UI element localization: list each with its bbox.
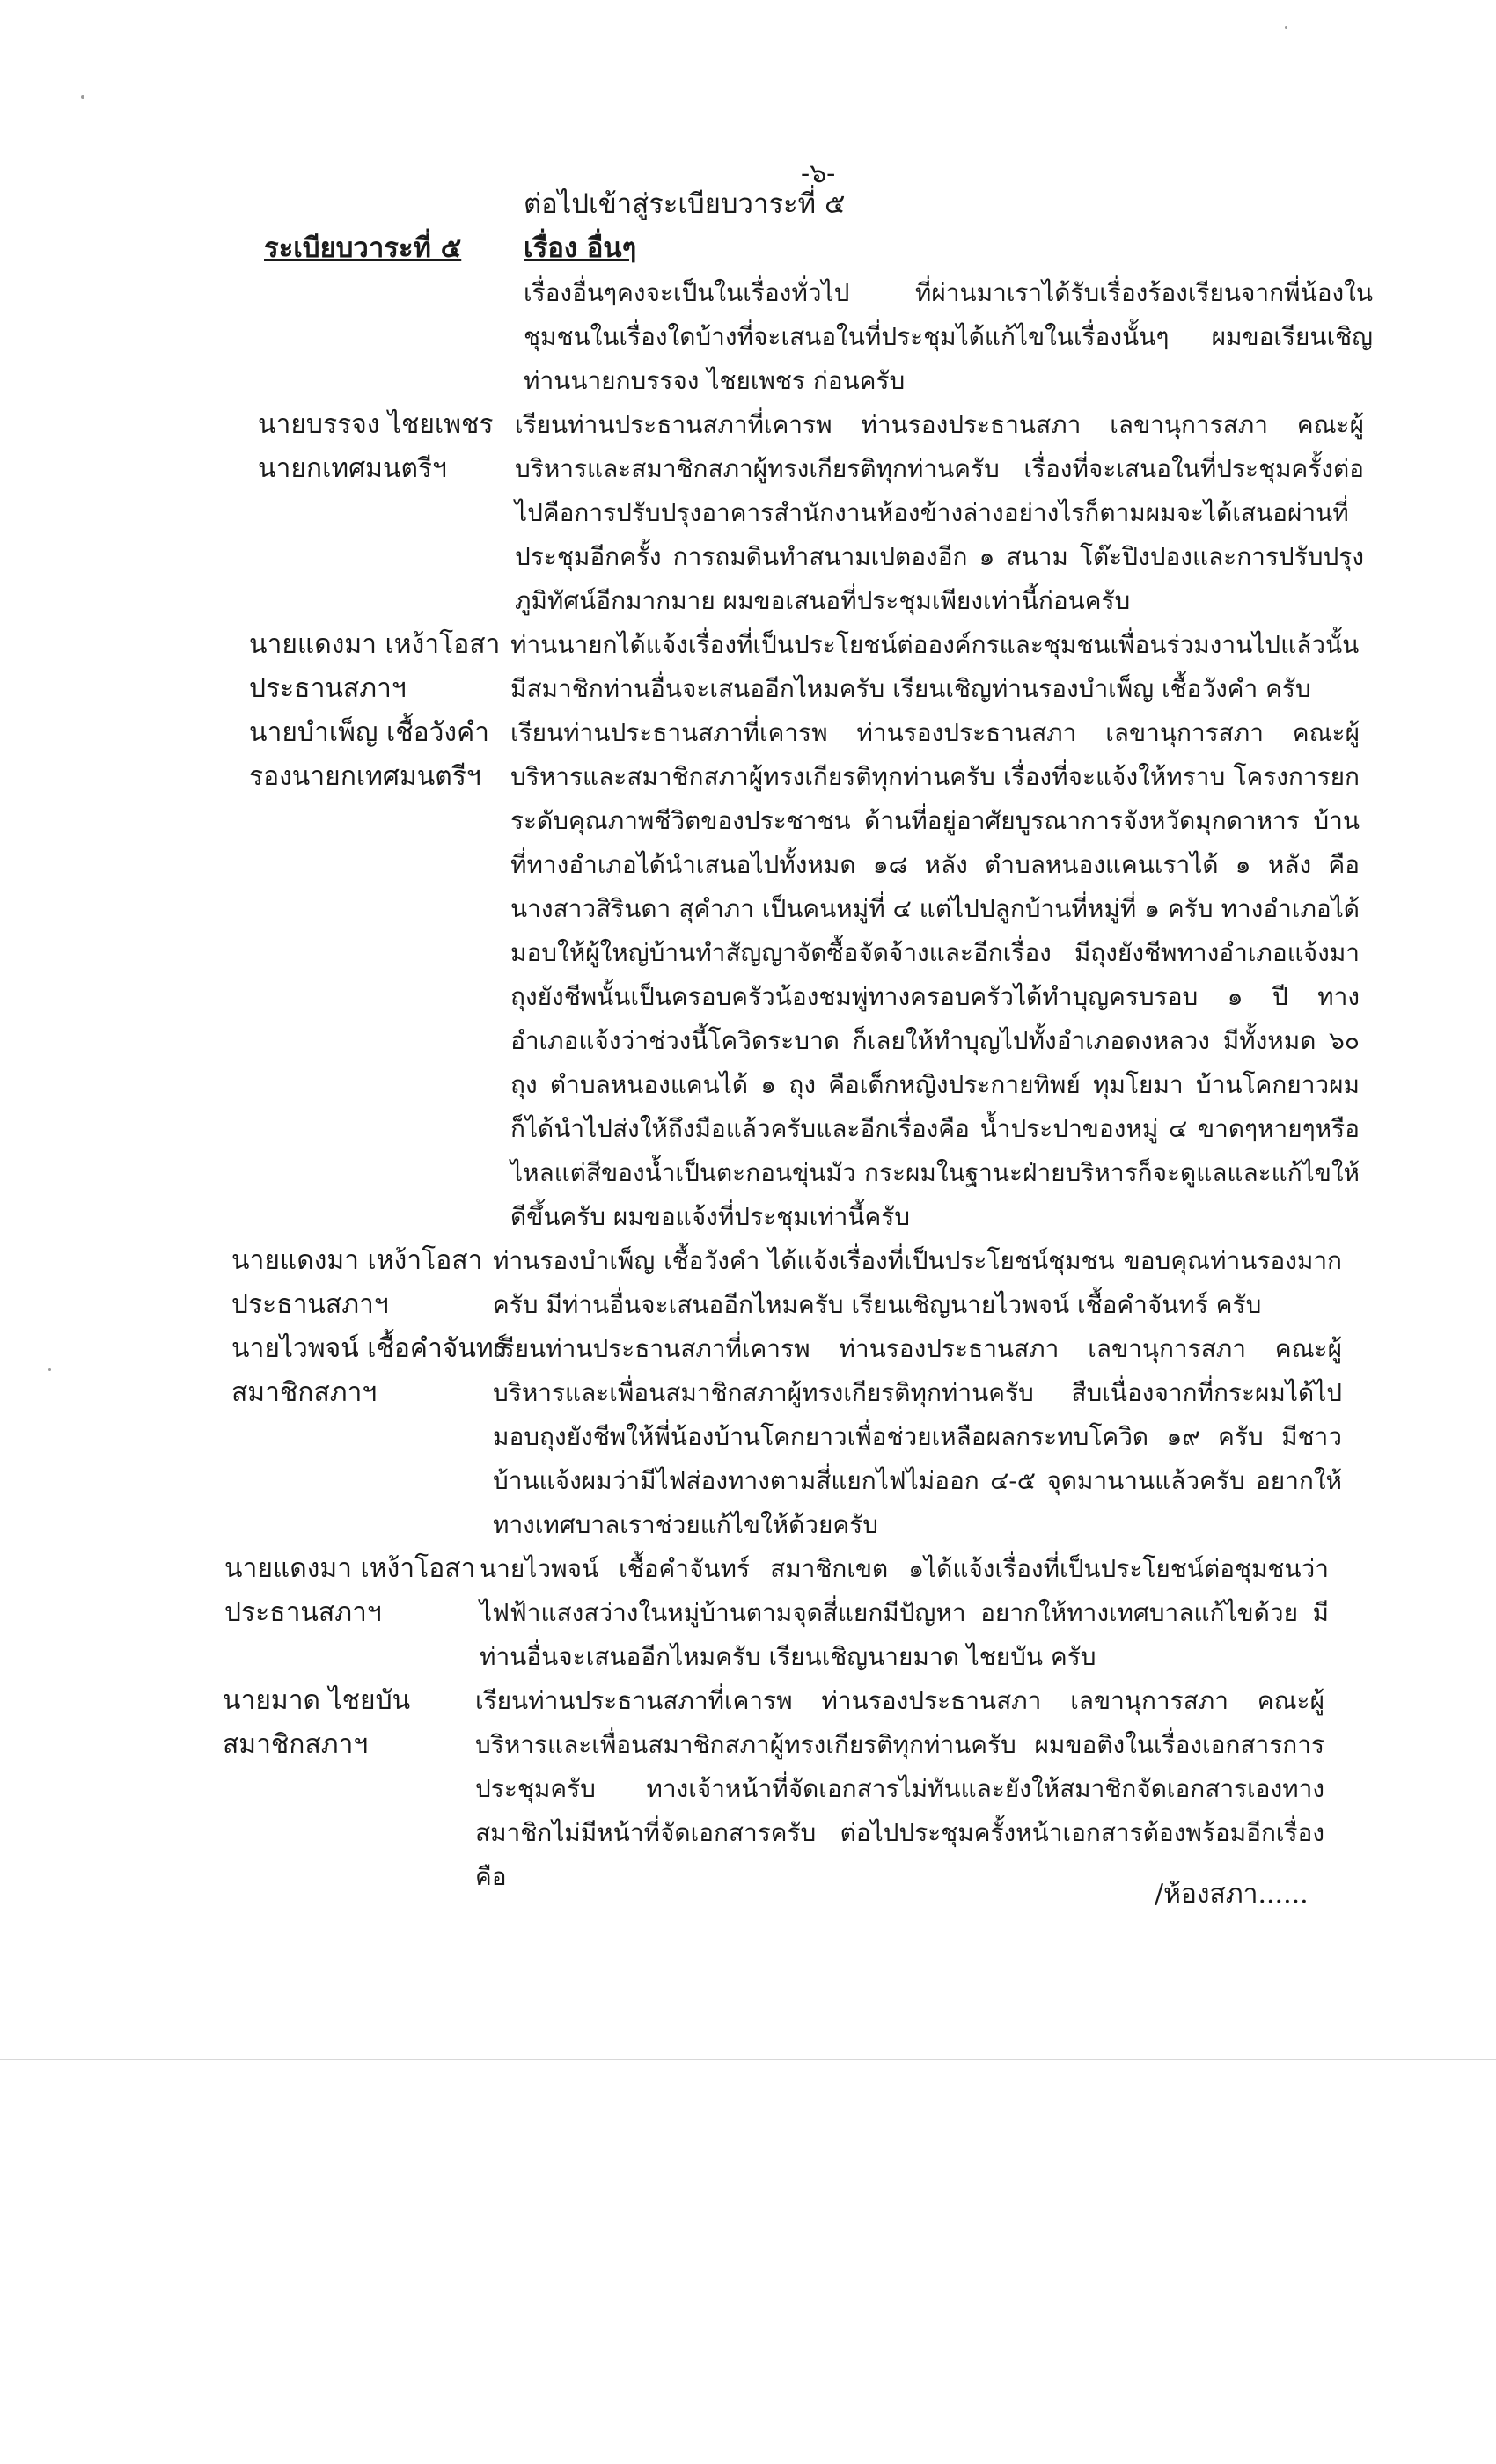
speaker-role: สมาชิกสภาฯ <box>231 1377 378 1408</box>
agenda-label: ระเบียบวาระที่ ๕ <box>264 232 462 264</box>
scan-speck <box>48 1368 51 1371</box>
speech-paragraph: ท่านรองบำเพ็ญ เชื้อวังคำ ได้แจ้งเรื่องที่เป็นประโยชน์ชุมชน ขอบคุณท่านรองมากครับ มีท่านอื่นจะเสนออีกไหมครับ เรียนเชิญนายไวพจน์ เชื้อคำจันทร์ ครับ <box>493 1246 1342 1319</box>
speaker-role: ประธานสภาฯ <box>231 1289 389 1320</box>
speech-paragraph: เรียนท่านประธานสภาที่เคารพ ท่านรองประธานสภา เลขานุการสภา คณะผู้บริหารและเพื่อนสมาชิกสภาผู้ทรงเกียรติทุกท่านครับ ผมขอติงในเรื่องเอกสารการประชุมครับ ทางเจ้าหน้าที่จัดเอกสารไม่ทันและยังให้สมาชิกจัดเอกสารเองทางสมาชิกไม่มีหน้าที่จัดเอกสารครับ ต่อไปประชุมครั้งหน้าเอกสารต้องพร้อมอีกเรื่องคือ <box>475 1686 1324 1891</box>
speaker-name: นายบำเพ็ญ เชื้อวังคำ <box>249 717 489 748</box>
intro-line: ต่อไปเข้าสู่ระเบียบวาระที่ ๕ <box>524 188 846 220</box>
opening-paragraph: เรื่องอื่นๆคงจะเป็นในเรื่องทั่วไป ที่ผ่านมาเราได้รับเรื่องร้องเรียนจากพี่น้องในชุมชนในเรื่องใดบ้างที่จะเสนอในที่ประชุมได้แก้ไขในเรื่องนั้นๆ ผมขอเรียนเชิญท่านนายกบรรจง ไชยเพชร ก่อนครับ <box>524 278 1373 395</box>
speaker-role: รองนายกเทศมนตรีฯ <box>249 761 481 792</box>
speech-paragraph: เรียนท่านประธานสภาที่เคารพ ท่านรองประธานสภา เลขานุการสภา คณะผู้บริหารและสมาชิกสภาผู้ทรงเกียรติทุกท่านครับ เรื่องที่จะเสนอในที่ประชุมครั้งต่อไปคือการปรับปรุงอาคารสำนักงานห้องข้างล่างอย่างไรก็ตามผมจะได้เสนอผ่านที่ประชุมอีกครั้ง การถมดินทำสนามเปตองอีก ๑ สนาม โต๊ะปิงปองและการปรับปรุงภูมิทัศน์อีกมากมาย ผมขอเสนอที่ประชุมเพียงเท่านี้ก่อนครับ <box>515 410 1364 615</box>
agenda-title: เรื่อง อื่นๆ <box>524 232 637 264</box>
speaker-role: สมาชิกสภาฯ <box>223 1729 369 1760</box>
speaker-role: ประธานสภาฯ <box>224 1597 382 1628</box>
speech-paragraph: ท่านนายกได้แจ้งเรื่องที่เป็นประโยชน์ต่อองค์กรและชุมชนเพื่อนร่วมงานไปแล้วนั้นมีสมาชิกท่านอื่นจะเสนออีกไหมครับ เรียนเชิญท่านรองบำเพ็ญ เชื้อวังคำ ครับ <box>510 630 1360 703</box>
speaker-role: นายกเทศมนตรีฯ <box>258 453 447 484</box>
speaker-name: นายมาด ไชยบัน <box>223 1685 411 1716</box>
scan-speck <box>1285 26 1287 29</box>
scan-edge-line <box>0 2059 1496 2060</box>
speaker-name: นายแดงมา เหง้าโอสา <box>224 1553 476 1584</box>
continuation-marker: /ห้องสภา...... <box>1155 1879 1309 1910</box>
page-number: -๖- <box>801 158 836 189</box>
speaker-name: นายแดงมา เหง้าโอสา <box>249 629 501 660</box>
scan-speck <box>81 95 84 99</box>
speech-paragraph: เรียนท่านประธานสภาที่เคารพ ท่านรองประธานสภา เลขานุการสภา คณะผู้บริหารและเพื่อนสมาชิกสภาผู้ทรงเกียรติทุกท่านครับ สืบเนื่องจากที่กระผมได้ไปมอบถุงยังชีพให้พี่น้องบ้านโคกยาวเพื่อช่วยเหลือผลกระทบโควิด ๑๙ ครับ มีชาวบ้านแจ้งผมว่ามีไฟส่องทางตามสี่แยกไฟไม่ออก ๔-๕ จุดมานานแล้วครับ อยากให้ทางเทศบาลเราช่วยแก้ไขให้ด้วยครับ <box>493 1334 1342 1539</box>
speaker-name: นายบรรจง ไชยเพชร <box>258 409 494 440</box>
speaker-role: ประธานสภาฯ <box>249 673 407 704</box>
speech-paragraph: เรียนท่านประธานสภาที่เคารพ ท่านรองประธานสภา เลขานุการสภา คณะผู้บริหารและสมาชิกสภาผู้ทรงเกียรติทุกท่านครับ เรื่องที่จะแจ้งให้ทราบ โครงการยกระดับคุณภาพชีวิตของประชาชน ด้านที่อยู่อาศัยบูรณาการจังหวัดมุกดาหาร บ้านที่ทางอำเภอได้นำเสนอไปทั้งหมด ๑๘ หลัง ตำบลหนองแคนเราได้ ๑ หลัง คือ นางสาวสิรินดา สุคำภา เป็นคนหมู่ที่ ๔ แต่ไปปลูกบ้านที่หมู่ที่ ๑ ครับ ทางอำเภอได้มอบให้ผู้ใหญ่บ้านทำสัญญาจัดซื้อจัดจ้างและอีกเรื่อง มีถุงยังชีพทางอำเภอแจ้งมาถุงยังชีพนั้นเป็นครอบครัวน้องชมพู่ทางครอบครัวได้ทำบุญครบรอบ ๑ ปี ทางอำเภอแจ้งว่าช่วงนี้โควิดระบาด ก็เลยให้ทำบุญไปทั้งอำเภอดงหลวง มีทั้งหมด ๖๐ ถุง ตำบลหนองแคนได้ ๑ ถุง คือเด็กหญิงประกายทิพย์ ทุมโยมา บ้านโคกยาวผมก็ได้นำไปส่งให้ถึงมือแล้วครับและอีกเรื่องคือ น้ำประปาของหมู่ ๔ ขาดๆหายๆหรือไหลแต่สีของน้ำเป็นตะกอนขุ่นมัว กระผมในฐานะฝ่ายบริหารก็จะดูแลและแก้ไขให้ดีขึ้นครับ ผมขอแจ้งที่ประชุมเท่านี้ครับ <box>510 718 1360 1231</box>
speaker-name: นายแดงมา เหง้าโอสา <box>231 1245 483 1276</box>
speaker-name: นายไวพจน์ เชื้อคำจันทร์ <box>231 1333 508 1364</box>
speech-paragraph: นายไวพจน์ เชื้อคำจันทร์ สมาชิกเขต ๑ได้แจ้งเรื่องที่เป็นประโยชน์ต่อชุมชนว่าไฟฟ้าแสงสว่างในหมู่บ้านตามจุดสี่แยกมีปัญหา อยากให้ทางเทศบาลแก้ไขด้วย มีท่านอื่นจะเสนออีกไหมครับ เรียนเชิญนายมาด ไชยบัน ครับ <box>480 1554 1329 1671</box>
